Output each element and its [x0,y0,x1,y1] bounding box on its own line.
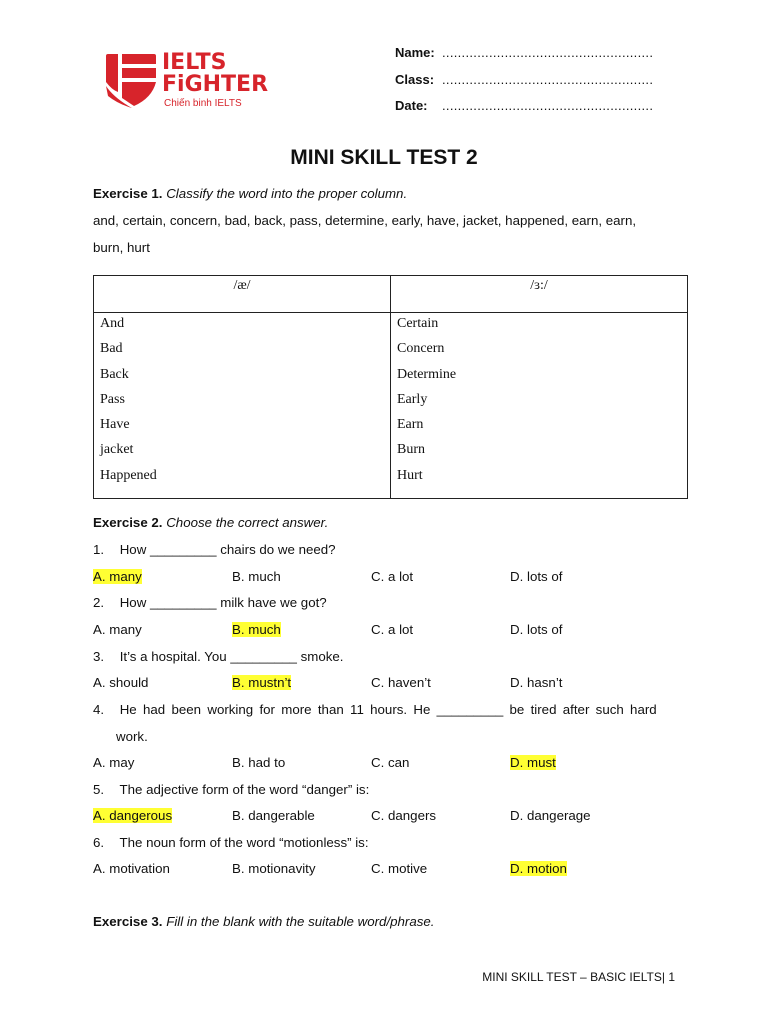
question-text: How _________ chairs do we need? [119,542,336,557]
classification-table [93,275,688,499]
q2-option-c[interactable] [371,622,413,637]
page-footer: MINI SKILL TEST – BASIC IELTS| 1 [482,970,675,984]
page-title: MINI SKILL TEST 2 [290,146,478,169]
class-dots: ...................................................... [442,72,654,87]
q4-option-b[interactable] [232,755,285,770]
logo-tagline: Chiến binh IELTS [164,98,242,109]
table-cell-word: Burn [397,442,425,458]
q1-option-b[interactable] [232,569,281,584]
table-cell-word: Back [100,366,129,382]
option-label: B. much [232,569,281,584]
option-label: B. mustn’t [232,675,292,690]
q6-option-d[interactable] [510,861,567,876]
exercise1-heading [93,186,407,201]
class-label: Class: [395,72,435,87]
option-label: A. motivation [93,861,170,876]
q6-option-c[interactable] [371,861,427,876]
table-cell-word: Early [397,391,428,407]
shield-logo-icon [104,52,158,108]
exercise3-heading [93,914,435,929]
column-header-er: /ɜ:/ [391,276,688,313]
table-cell-word: Earn [397,417,424,433]
name-dots: ...................................................... [442,45,654,60]
q1-option-d[interactable] [510,569,562,584]
exercise1-label: Exercise 1. [93,186,163,201]
option-label: A. should [93,675,149,690]
question-number: 1. [93,542,105,557]
question-3 [93,649,343,664]
column-header-ae: /æ/ [94,276,391,313]
exercise2-label: Exercise 2. [93,515,163,530]
q5-option-d[interactable] [510,808,591,823]
question-1 [93,542,336,557]
option-label: C. a lot [371,622,414,637]
logo-text-fighter: FiGHTER [162,72,269,97]
question-2 [93,595,327,610]
q2-option-d[interactable] [510,622,562,637]
q4-option-a[interactable] [93,755,134,770]
option-label: A. may [93,755,135,770]
question-4 [93,702,657,717]
name-field[interactable] [395,45,654,60]
q5-option-c[interactable] [371,808,436,823]
question-number: 4. [93,702,105,717]
exercise1-words-line1: and, certain, concern, bad, back, pass, determine, early, have, jacket, happened, earn, earn, [93,213,637,228]
option-label: B. had to [232,755,286,770]
q2-option-a[interactable] [93,622,142,637]
table-cell-word: Pass [100,391,125,407]
question-text: The noun form of the word “motionless” is: [119,835,369,850]
option-label: A. many [93,622,142,637]
option-label: D. must [510,755,556,770]
q6-option-b[interactable] [232,861,316,876]
table-cell-word: Bad [100,341,123,357]
option-label: D. motion [510,861,567,876]
exercise3-label: Exercise 3. [93,914,163,929]
table-cell-word: Have [100,417,130,433]
exercise2-instruction: Choose the correct answer. [166,515,329,530]
table-cell-word: And [100,316,125,331]
q5-option-b[interactable] [232,808,315,823]
option-label: C. a lot [371,569,414,584]
date-field[interactable] [395,98,654,113]
question-text: How _________ milk have we got? [119,595,327,610]
exercise2-heading [93,515,328,530]
question-text: He had been working for more than 11 hours. He _________ be tired after such hard [119,702,657,717]
q3-option-c[interactable] [371,675,431,690]
question-text: It’s a hospital. You _________ smoke. [119,649,344,664]
ielts-fighter-logo [104,52,284,112]
question-5 [93,782,369,797]
date-label: Date: [395,98,428,113]
option-label: C. haven’t [371,675,431,690]
column-er-words [391,313,688,499]
q4-option-d[interactable] [510,755,556,770]
option-label: D. lots of [510,622,563,637]
class-field[interactable] [395,72,654,87]
exercise3-instruction: Fill in the blank with the suitable word/phrase. [166,914,435,929]
question-number: 5. [93,782,105,797]
option-label: B. much [232,622,281,637]
option-label: A. dangerous [93,808,173,823]
q4-option-c[interactable] [371,755,409,770]
question-4-continued: work. [116,729,148,744]
option-label: D. dangerage [510,808,591,823]
table-cell-word: jacket [100,442,134,458]
table-cell-word: Happened [100,467,157,483]
question-6 [93,835,369,850]
q6-option-a[interactable] [93,861,170,876]
q2-option-b[interactable] [232,622,281,637]
column-ae-words [94,313,391,499]
question-number: 3. [93,649,105,664]
exercise1-words-line2: burn, hurt [93,240,150,255]
q3-option-b[interactable] [232,675,291,690]
q3-option-d[interactable] [510,675,562,690]
table-cell-word: Hurt [397,467,423,483]
q3-option-a[interactable] [93,675,148,690]
table-cell-word: Determine [397,366,457,382]
q5-option-a[interactable] [93,808,172,823]
option-label: A. many [93,569,142,584]
option-label: B. motionavity [232,861,316,876]
logo-text-ielts: IELTS [162,50,227,75]
table-cell-word: Certain [397,316,439,331]
question-text: The adjective form of the word “danger” is: [119,782,370,797]
table-cell-word: Concern [397,341,445,357]
question-number: 6. [93,835,105,850]
q1-option-a[interactable] [93,569,142,584]
option-label: C. can [371,755,410,770]
date-dots: ...................................................... [442,98,654,113]
name-label: Name: [395,45,435,60]
option-label: D. hasn’t [510,675,563,690]
option-label: D. lots of [510,569,563,584]
question-number: 2. [93,595,105,610]
option-label: C. motive [371,861,428,876]
q1-option-c[interactable] [371,569,413,584]
option-label: C. dangers [371,808,437,823]
exercise1-instruction: Classify the word into the proper column. [166,186,408,201]
option-label: B. dangerable [232,808,315,823]
